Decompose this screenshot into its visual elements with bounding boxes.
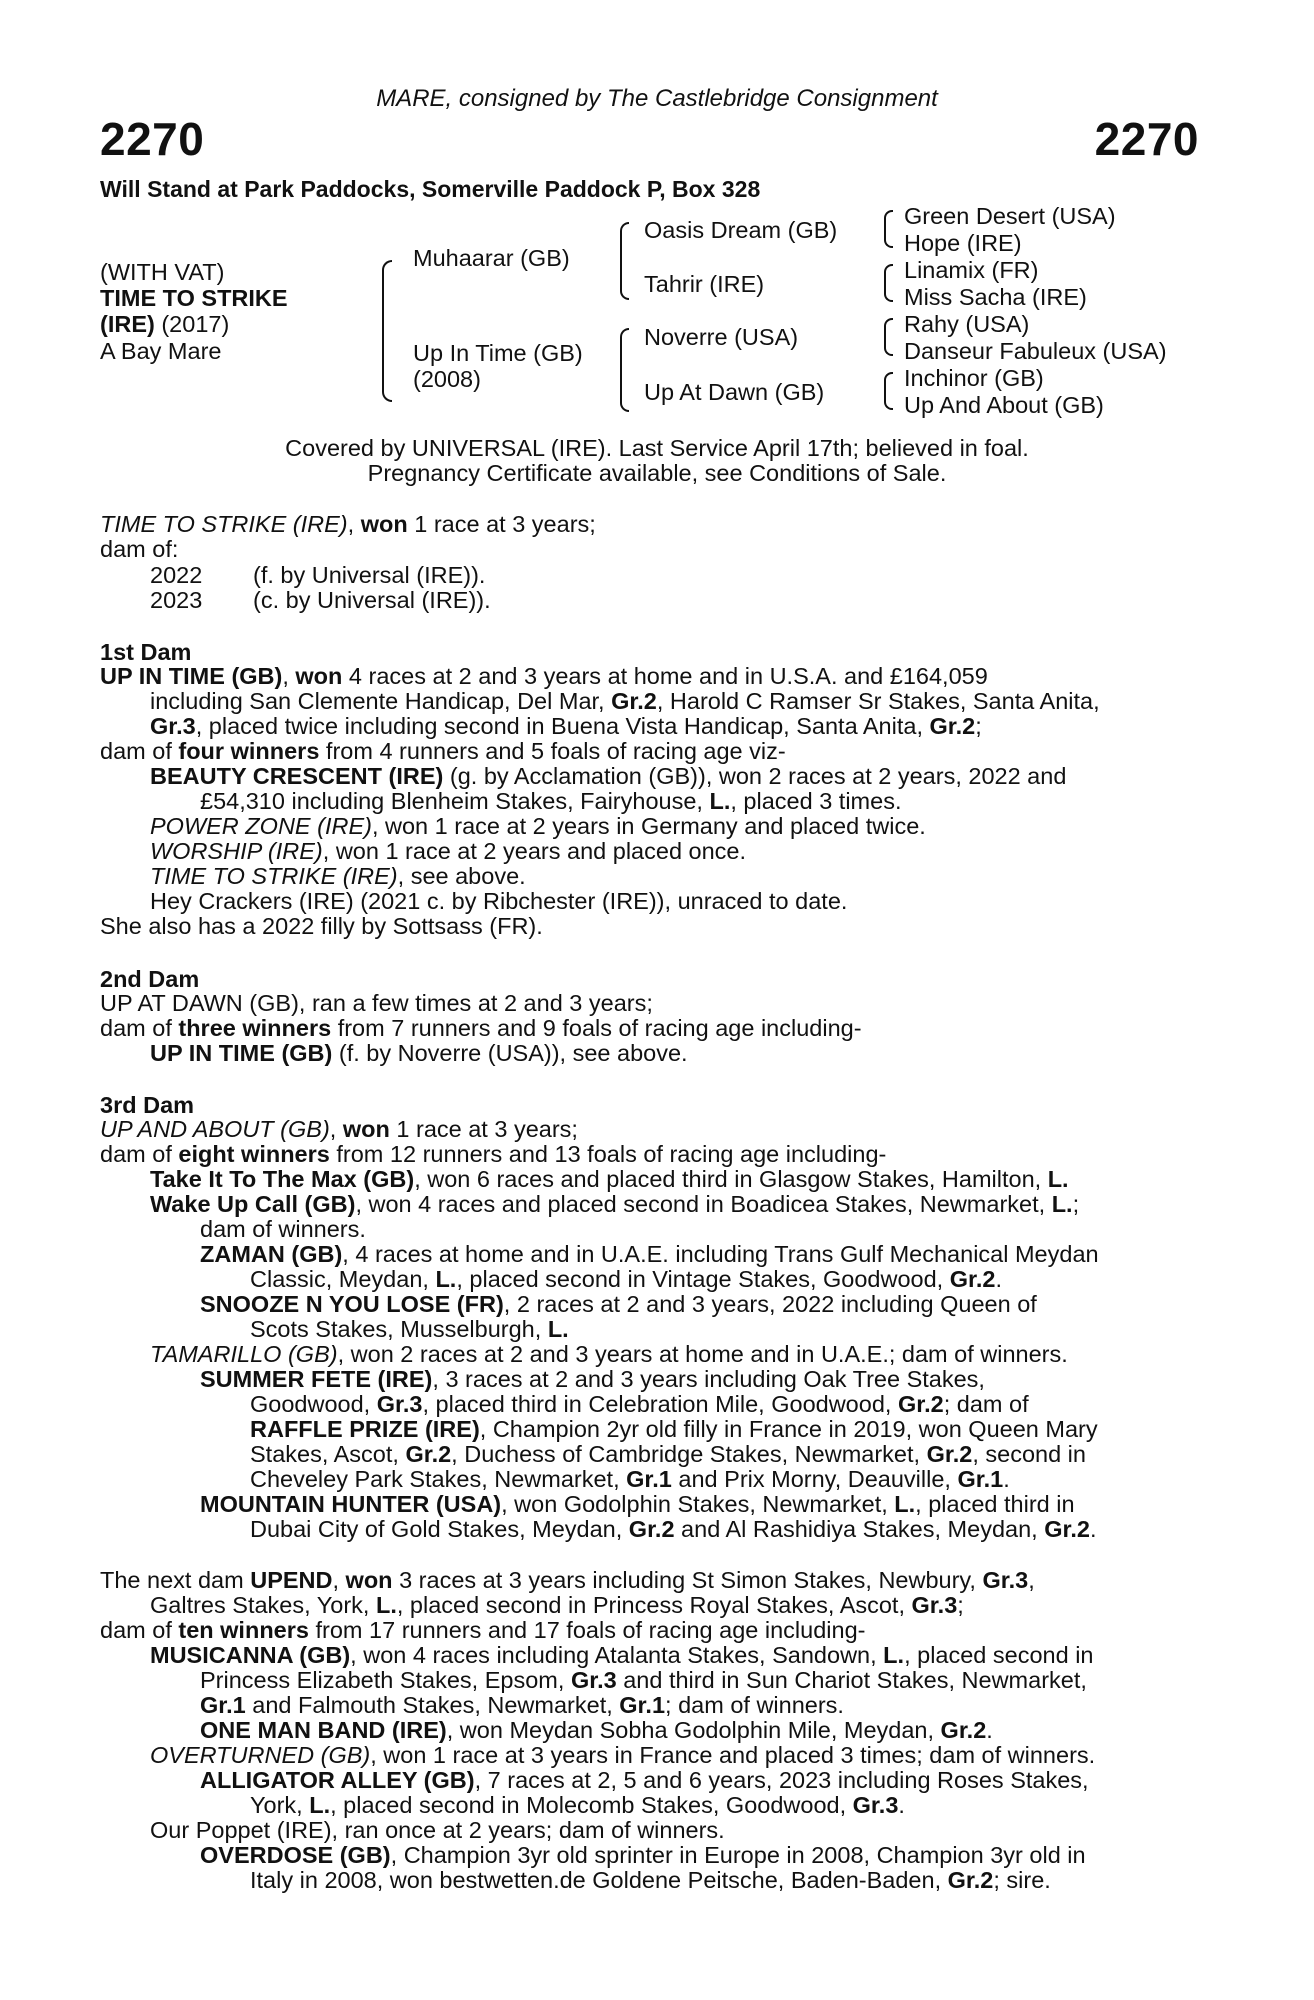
stand-location: Will Stand at Park Paddocks, Somerville Paddock P, Box 328 bbox=[100, 176, 761, 202]
produce-tamarillo: TAMARILLO (GB), won 2 races at 2 and 3 years at home and in U.A.E.; dam of winners. bbox=[150, 1341, 1068, 1367]
gen4-4: Miss Sacha (IRE) bbox=[904, 284, 1087, 310]
first-dam-line: UP IN TIME (GB), won 4 races at 2 and 3 years at home and in U.S.A. and £164,059 bbox=[100, 663, 988, 689]
produce-worship: WORSHIP (IRE), won 1 race at 2 years and placed once. bbox=[150, 838, 747, 864]
produce-time-to-strike: TIME TO STRIKE (IRE), see above. bbox=[150, 863, 526, 889]
produce-power-zone: POWER ZONE (IRE), won 1 race at 2 years in Germany and placed twice. bbox=[150, 813, 926, 839]
pedigree-brace-top bbox=[382, 260, 392, 332]
covered-line: Covered by UNIVERSAL (IRE). Last Service April 17th; believed in foal. bbox=[285, 435, 1029, 461]
produce-year: 2022 bbox=[150, 562, 203, 588]
produce-snooze-cont: Scots Stakes, Musselburgh, L. bbox=[250, 1316, 569, 1342]
gen4-brace-1 bbox=[884, 210, 893, 248]
horse-description: A Bay Mare bbox=[100, 338, 222, 364]
third-dam-heading: 3rd Dam bbox=[100, 1092, 195, 1118]
produce-raffle-prize: RAFFLE PRIZE (IRE), Champion 2yr old filly in France in 2019, won Queen Mary bbox=[250, 1416, 1098, 1442]
second-dam-line: UP AT DAWN (GB), ran a few times at 2 and 3 years; bbox=[100, 990, 653, 1016]
produce-raffle-prize-cont: Cheveley Park Stakes, Newmarket, Gr.1 and Prix Morny, Deauville, Gr.1. bbox=[250, 1466, 1010, 1492]
produce-summer-fete-cont: Goodwood, Gr.3, placed third in Celebration Mile, Goodwood, Gr.2; dam of bbox=[250, 1391, 1029, 1417]
produce-overdose-cont: Italy in 2008, won bestwetten.de Goldene Peitsche, Baden-Baden, Gr.2; sire. bbox=[250, 1867, 1051, 1893]
sire-name: Muhaarar (GB) bbox=[413, 245, 570, 271]
produce-beauty-crescent-cont: £54,310 including Blenheim Stakes, Fairyhouse, L., placed 3 times. bbox=[200, 788, 902, 814]
produce-alligator-alley: ALLIGATOR ALLEY (GB), 7 races at 2, 5 and 6 years, 2023 including Roses Stakes, bbox=[200, 1767, 1089, 1793]
summary-dam-of: dam of: bbox=[100, 536, 179, 562]
gen4-brace-2 bbox=[884, 264, 893, 302]
produce-text: (c. by Universal (IRE)). bbox=[253, 587, 491, 613]
produce-year: 2023 bbox=[150, 587, 203, 613]
produce-wake-up-call: Wake Up Call (GB), won 4 races and placed second in Boadicea Stakes, Newmarket, L.; bbox=[150, 1191, 1080, 1217]
produce-zaman-cont: Classic, Meydan, L., placed second in Vintage Stakes, Goodwood, Gr.2. bbox=[250, 1266, 1003, 1292]
pedigree-brace-bottom bbox=[382, 330, 392, 402]
gen4-8: Up And About (GB) bbox=[904, 392, 1104, 418]
produce-one-man-band: ONE MAN BAND (IRE), won Meydan Sobha Godolphin Mile, Meydan, Gr.2. bbox=[200, 1717, 993, 1743]
gen3-dam-dam: Up At Dawn (GB) bbox=[644, 379, 825, 405]
first-dam-line: Gr.3, placed twice including second in Buena Vista Handicap, Santa Anita, Gr.2; bbox=[150, 713, 982, 739]
second-dam-produce-summary: dam of three winners from 7 runners and 9 foals of racing age including- bbox=[100, 1015, 862, 1041]
produce-up-in-time: UP IN TIME (GB) (f. by Noverre (USA)), see above. bbox=[150, 1040, 688, 1066]
lot-number-left: 2270 bbox=[100, 113, 205, 165]
vat-note: (WITH VAT) bbox=[100, 259, 225, 285]
gen4-2: Hope (IRE) bbox=[904, 230, 1022, 256]
third-dam-line: UP AND ABOUT (GB), won 1 race at 3 years; bbox=[100, 1116, 578, 1142]
produce-hey-crackers: Hey Crackers (IRE) (2021 c. by Ribchester (IRE)), unraced to date. bbox=[150, 888, 848, 914]
produce-snooze-n-you-lose: SNOOZE N YOU LOSE (FR), 2 races at 2 and 3 years, 2022 including Queen of bbox=[200, 1291, 1037, 1317]
produce-alligator-alley-cont: York, L., placed second in Molecomb Stakes, Goodwood, Gr.3. bbox=[250, 1792, 905, 1818]
gen4-5: Rahy (USA) bbox=[904, 311, 1030, 337]
next-dam-produce-summary: dam of ten winners from 17 runners and 17 foals of racing age including- bbox=[100, 1617, 866, 1643]
gen4-brace-4 bbox=[884, 372, 893, 410]
dam-year: (2008) bbox=[413, 366, 481, 392]
produce-zaman: ZAMAN (GB), 4 races at home and in U.A.E. including Trans Gulf Mechanical Meydan bbox=[200, 1241, 1099, 1267]
consignment-line: MARE, consigned by The Castlebridge Consignment bbox=[376, 85, 938, 112]
produce-take-it-to-the-max: Take It To The Max (GB), won 6 races and placed third in Glasgow Stakes, Hamilton, L. bbox=[150, 1166, 1069, 1192]
sire-brace bbox=[620, 222, 629, 300]
second-dam-heading: 2nd Dam bbox=[100, 966, 200, 992]
produce-musicanna: MUSICANNA (GB), won 4 races including Atalanta Stakes, Sandown, L., placed second in bbox=[150, 1642, 1094, 1668]
gen3-dam-sire: Noverre (USA) bbox=[644, 324, 799, 350]
summary-line: TIME TO STRIKE (IRE), won 1 race at 3 years; bbox=[100, 511, 596, 537]
produce-overdose: OVERDOSE (GB), Champion 3yr old sprinter in Europe in 2008, Champion 3yr old in bbox=[200, 1842, 1086, 1868]
produce-summer-fete: SUMMER FETE (IRE), 3 races at 2 and 3 years including Oak Tree Stakes, bbox=[200, 1366, 985, 1392]
gen4-6: Danseur Fabuleux (USA) bbox=[904, 338, 1167, 364]
produce-raffle-prize-cont: Stakes, Ascot, Gr.2, Duchess of Cambridge Stakes, Newmarket, Gr.2, second in bbox=[250, 1441, 1086, 1467]
produce-overturned: OVERTURNED (GB), won 1 race at 3 years in France and placed 3 times; dam of winners. bbox=[150, 1742, 1096, 1768]
next-dam-line: The next dam UPEND, won 3 races at 3 years including St Simon Stakes, Newbury, Gr.3, bbox=[100, 1567, 1035, 1593]
dam-name: Up In Time (GB) bbox=[413, 340, 583, 366]
next-dam-line-cont: Galtres Stakes, York, L., placed second in Princess Royal Stakes, Ascot, Gr.3; bbox=[150, 1592, 964, 1618]
gen4-brace-3 bbox=[884, 318, 893, 356]
produce-mountain-hunter-cont: Dubai City of Gold Stakes, Meydan, Gr.2 and Al Rashidiya Stakes, Meydan, Gr.2. bbox=[250, 1516, 1097, 1542]
produce-text: (f. by Universal (IRE)). bbox=[253, 562, 486, 588]
gen3-sire-dam: Tahrir (IRE) bbox=[644, 271, 765, 297]
lot-number-right: 2270 bbox=[1094, 113, 1199, 165]
first-dam-produce-summary: dam of four winners from 4 runners and 5 foals of racing age viz- bbox=[100, 738, 786, 764]
pregnancy-line: Pregnancy Certificate available, see Conditions of Sale. bbox=[367, 460, 947, 486]
produce-beauty-crescent: BEAUTY CRESCENT (IRE) (g. by Acclamation (GB)), won 2 races at 2 years, 2022 and bbox=[150, 763, 1067, 789]
wake-up-call-dam-of: dam of winners. bbox=[200, 1216, 366, 1242]
third-dam-produce-summary: dam of eight winners from 12 runners and 13 foals of racing age including- bbox=[100, 1141, 887, 1167]
produce-musicanna-cont: Princess Elizabeth Stakes, Epsom, Gr.3 and third in Sun Chariot Stakes, Newmarket, bbox=[200, 1667, 1087, 1693]
gen4-3: Linamix (FR) bbox=[904, 257, 1039, 283]
gen3-sire-sire: Oasis Dream (GB) bbox=[644, 217, 838, 243]
first-dam-heading: 1st Dam bbox=[100, 639, 192, 665]
produce-our-poppet: Our Poppet (IRE), ran once at 2 years; dam of winners. bbox=[150, 1817, 725, 1843]
produce-musicanna-cont: Gr.1 and Falmouth Stakes, Newmarket, Gr.1; dam of winners. bbox=[200, 1692, 844, 1718]
gen4-7: Inchinor (GB) bbox=[904, 365, 1044, 391]
gen4-1: Green Desert (USA) bbox=[904, 203, 1116, 229]
first-dam-also: She also has a 2022 filly by Sottsass (FR). bbox=[100, 913, 543, 939]
horse-name: TIME TO STRIKE bbox=[100, 285, 288, 311]
horse-name-suffix: (IRE) (2017) bbox=[100, 311, 230, 337]
produce-mountain-hunter: MOUNTAIN HUNTER (USA), won Godolphin Stakes, Newmarket, L., placed third in bbox=[200, 1491, 1075, 1517]
dam-brace bbox=[620, 328, 629, 412]
first-dam-line: including San Clemente Handicap, Del Mar, Gr.2, Harold C Ramser Sr Stakes, Santa Anita, bbox=[150, 688, 1100, 714]
